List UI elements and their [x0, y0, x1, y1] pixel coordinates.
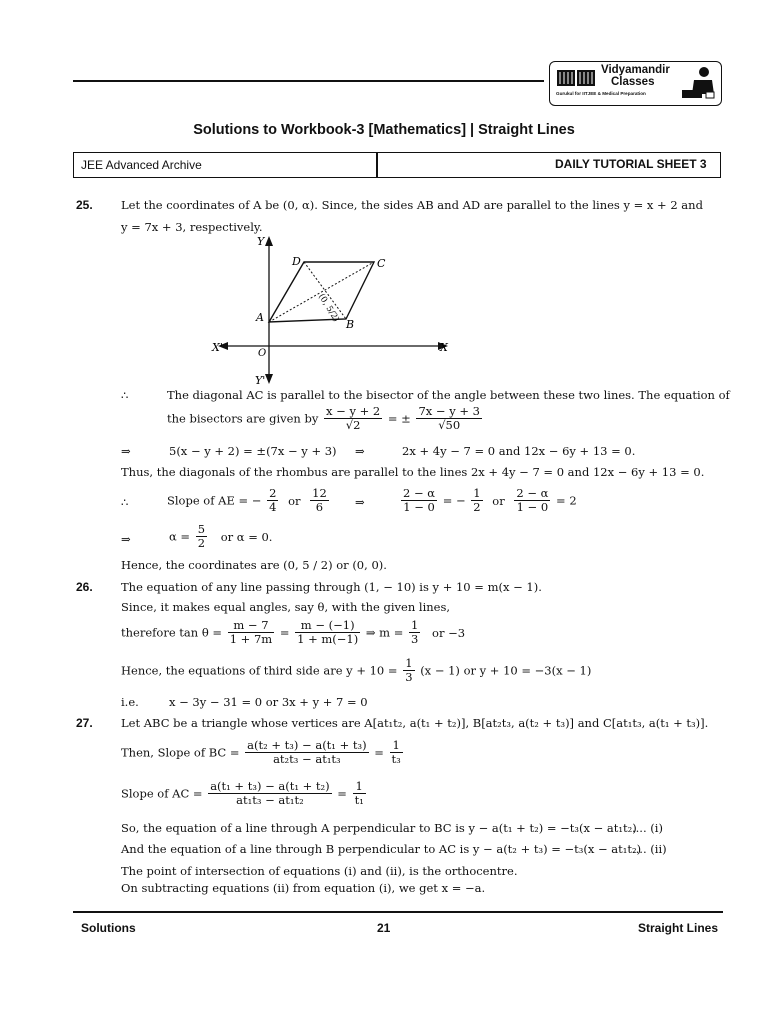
bisector-fraction-1: $\frac{x - y + 2}{√2}$: [326, 404, 381, 432]
diagonal-point-label: (0, 5/2): [315, 292, 341, 324]
ac-intro: Slope of AC =: [121, 786, 203, 801]
q27-line1: Let ABC be a triangle whose vertices are A[at₁t₂, a(t₁ + t₂)], B[at₂t₃, a(t₂ + t₃)] and C[at₁t₃, a(t₁ + t₃)].: [121, 716, 709, 730]
footer-rule: [73, 911, 723, 913]
implies-symbol: ⇒: [355, 444, 365, 458]
hence-b: (x − 1) or y + 10 = −3(x − 1): [420, 663, 592, 678]
book-logo-icon: [555, 66, 599, 88]
alpha-eq: α =: [169, 529, 191, 544]
point-label-d: D: [292, 255, 301, 268]
tan-intro: therefore tan θ =: [121, 625, 223, 640]
m-fraction: $\frac{1}{3}$: [411, 618, 419, 646]
q25-alpha-result: [169, 523, 272, 550]
page-title: Solutions to Workbook-3 [Mathematics] | Straight Lines: [193, 122, 575, 138]
q25-eq-a: 5(x − y + 2) = ±(7x − y + 3): [169, 444, 337, 458]
q25-alpha-line: [399, 487, 577, 514]
q25-line2: y = 7x + 3, respectively.: [121, 220, 263, 234]
eq-neg: = −: [442, 493, 466, 508]
footer-left: Solutions: [81, 921, 136, 935]
bisector-fraction-2: $\frac{7x - y + 3}{√50}$: [418, 404, 480, 432]
q27-point-line: The point of intersection of equations (i) and (ii), is the orthocentre.: [121, 864, 518, 878]
q27-bc-slope: [121, 739, 405, 766]
axis-label-x-neg: X': [212, 341, 223, 354]
therefore-symbol: ∴: [121, 388, 129, 402]
axis-label-y-neg: Y': [255, 374, 266, 387]
eq-sign: =: [279, 625, 290, 640]
implies-symbol: ⇒: [121, 444, 131, 458]
q25-diagonal-text: The diagonal AC is parallel to the bisector of the angle between these two lines. The equation of: [167, 388, 730, 402]
q25-hence: Hence, the coordinates are (0, 5 / 2) or (0, 0).: [121, 558, 387, 572]
q25-bisector-line: [167, 405, 484, 432]
implies-symbol: ⇒: [355, 495, 365, 509]
q25-thus-line: Thus, the diagonals of the rhombus are parallel to the lines 2x + 4y − 7 = 0 and 12x − 6y + 13 = 0.: [121, 465, 705, 479]
q27-so-line: So, the equation of a line through A perpendicular to BC is y − a(t₁ + t₂) = −t₃(x − at₁t₂): [121, 821, 637, 835]
bisector-eq-sign: = ±: [387, 411, 411, 426]
logo-name: [601, 64, 670, 88]
ie-label: i.e.: [121, 695, 139, 709]
third-fraction: $\frac{1}{3}$: [405, 656, 413, 684]
m-or: or −3: [432, 625, 466, 640]
half-fraction: $\frac{1}{2}$: [473, 486, 481, 514]
alpha-fraction-2: $\frac{2 - \alpha}{1 - 0}$: [516, 486, 549, 514]
equation-tag-ii: .... (ii): [632, 842, 667, 856]
q26-hence-line: [121, 657, 591, 684]
y-axis-arrow-bottom: [265, 374, 273, 384]
y-axis-arrow-top: [265, 236, 273, 246]
axis-label-x: X: [440, 341, 448, 354]
footer-right: Straight Lines: [638, 921, 719, 935]
axis-label-y: Y: [257, 235, 265, 248]
point-label-c: C: [377, 257, 386, 270]
question-number: 27.: [76, 716, 93, 730]
point-label-b: B: [346, 318, 355, 331]
hence-a: Hence, the equations of third side are y + 10 =: [121, 663, 398, 678]
q25-eq-b: 2x + 4y − 7 = 0 and 12x − 6y + 13 = 0.: [402, 444, 636, 458]
q27-and-line: And the equation of a line through B perpendicular to AC is y − a(t₂ + t₃) = −t₃(x − at₁t₂): [121, 842, 642, 856]
slope-fraction-2: $\frac{12}{6}$: [312, 486, 327, 514]
bc-result-fraction: $\frac{1}{\text{t₃}}$: [391, 738, 401, 766]
q27-sub-line: On subtracting equations (ii) from equation (i), we get x = −a.: [121, 881, 486, 895]
alpha-fraction-1: $\frac{2 - \alpha}{1 - 0}$: [403, 486, 436, 514]
or-word: or: [492, 493, 505, 508]
q25-slope-line: [167, 487, 331, 514]
page-number: 21: [377, 921, 391, 935]
logo-tagline: Gurukul for IITJEE & Medical Preparation: [556, 91, 646, 96]
tan-fraction-2: $\frac{m - (-1)}{1 + m(-1)}$: [297, 618, 359, 646]
sheet-label: DAILY TUTORIAL SHEET 3: [555, 157, 707, 171]
eq-sign: =: [337, 786, 347, 801]
question-number: 25.: [76, 198, 93, 212]
q26-tan-line: [121, 619, 465, 646]
equation-tag-i: .... (i): [632, 821, 663, 835]
or-word: or: [288, 493, 301, 508]
q25-line1: Let the coordinates of A be (0, α). Since, the sides AB and AD are parallel to the lines y = x + 2 and: [121, 198, 703, 212]
bc-intro: Then, Slope of BC =: [121, 745, 240, 760]
alpha-or: or α = 0.: [220, 529, 273, 544]
origin-label: O: [258, 348, 267, 359]
m-implies: ⇒ m =: [365, 625, 404, 640]
bc-fraction: $\frac{\text{a(t₂ + t₃) − a(t₁ + t₃)}}{\text{at₂t₃ − at₁t₃}}$: [247, 738, 367, 766]
header-rule: [73, 80, 544, 82]
ac-fraction: $\frac{\text{a(t₁ + t₃) − a(t₁ + t₂)}}{\text{at₁t₃ − at₁t₂}}$: [210, 779, 330, 807]
therefore-symbol: ∴: [121, 495, 129, 509]
point-label-a: A: [256, 311, 264, 324]
logo-name-line1: Vidyamandir: [601, 64, 670, 76]
alpha-result-fraction: $\frac{5}{2}$: [197, 522, 206, 550]
implies-symbol: ⇒: [121, 532, 131, 546]
slope-fraction-1: $\frac{2}{4}$: [269, 486, 277, 514]
q26-line2: Since, it makes equal angles, say θ, with the given lines,: [121, 600, 451, 614]
rhombus-figure: [200, 232, 460, 390]
q26-final-eq: x − 3y − 31 = 0 or 3x + y + 7 = 0: [169, 695, 368, 709]
tan-fraction-1: $\frac{m - 7}{1 + 7m}$: [229, 618, 273, 646]
eq-two: = 2: [556, 493, 577, 508]
header-table-divider: [376, 152, 378, 178]
diagonal-ac: [269, 262, 374, 322]
archive-label: JEE Advanced Archive: [81, 158, 202, 172]
q27-ac-slope: [121, 780, 368, 807]
ac-result-fraction: $\frac{1}{\text{t₁}}$: [354, 779, 364, 807]
reader-figure-icon: [680, 64, 718, 100]
slope-intro: Slope of AE = −: [167, 493, 262, 508]
eq-sign: =: [374, 745, 384, 760]
logo-name-line2: Classes: [611, 76, 655, 88]
bisector-intro: the bisectors are given by: [167, 411, 319, 426]
question-number: 26.: [76, 580, 93, 594]
q26-line1: The equation of any line passing through (1, − 10) is y + 10 = m(x − 1).: [121, 580, 542, 594]
